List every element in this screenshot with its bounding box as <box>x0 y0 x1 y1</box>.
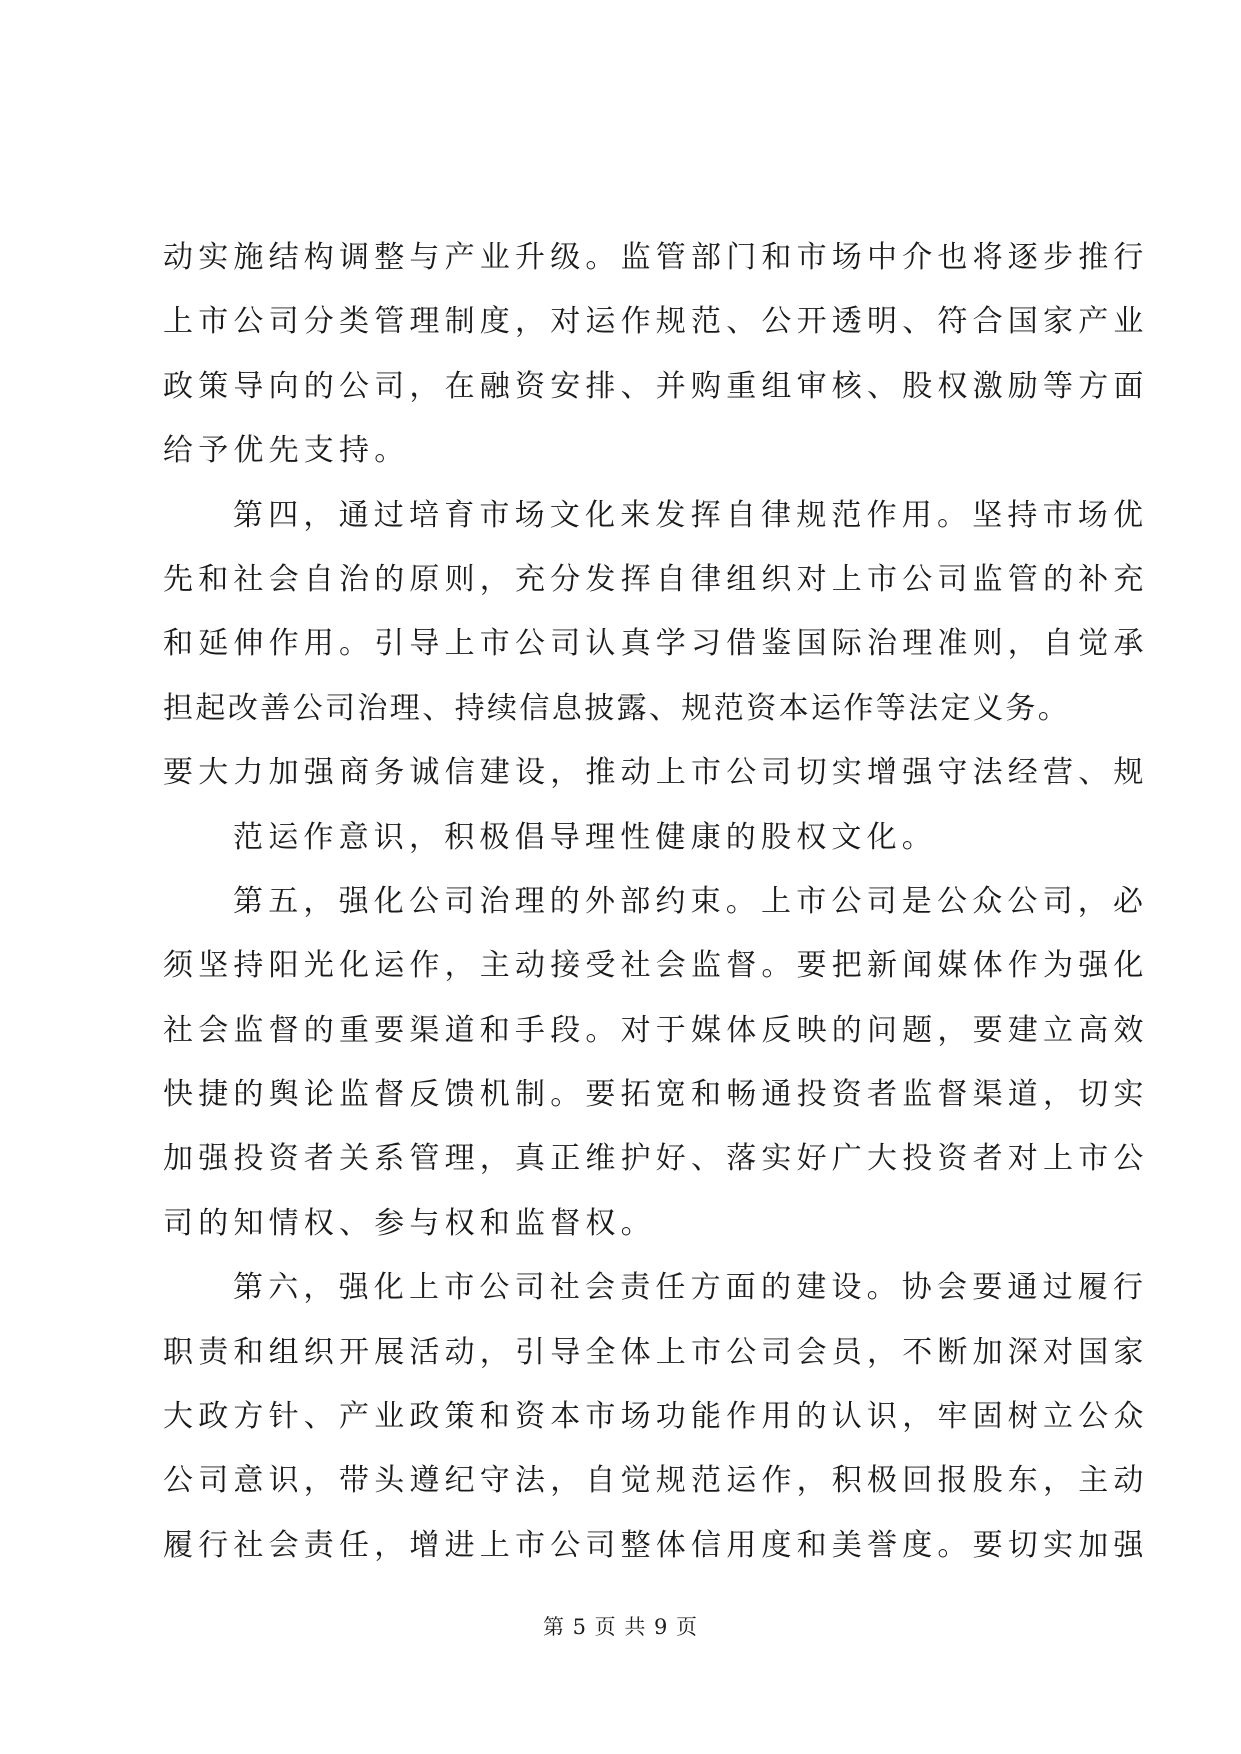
text-line: 和延伸作用。引导上市公司认真学习借鉴国际治理准则，自觉承 <box>163 626 1149 662</box>
text-line: 大政方针、产业政策和资本市场功能作用的认识，牢固树立公众 <box>163 1399 1149 1435</box>
text-line: 履行社会责任，增进上市公司整体信用度和美誉度。要切实加强 <box>163 1527 1149 1563</box>
text-line: 公司意识，带头遵纪守法，自觉规范运作，积极回报股东，主动 <box>163 1463 1149 1499</box>
text-line: 快捷的舆论监督反馈机制。要拓宽和畅通投资者监督渠道，切实 <box>163 1077 1149 1113</box>
text-line: 上市公司分类管理制度，对运作规范、公开透明、符合国家产业 <box>163 304 1149 340</box>
text-line: 须坚持阳光化运作，主动接受社会监督。要把新闻媒体作为强化 <box>163 948 1149 984</box>
text-line: 司的知情权、参与权和监督权。 <box>163 1205 656 1241</box>
text-line: 要大力加强商务诚信建设，推动上市公司切实增强守法经营、规 <box>163 755 1149 791</box>
text-line: 社会监督的重要渠道和手段。对于媒体反映的问题，要建立高效 <box>163 1012 1149 1048</box>
paragraph-start-line: 第五，强化公司治理的外部约束。上市公司是公众公司，必 <box>233 883 1149 919</box>
page-number-footer: 第 5 页 共 9 页 <box>542 1615 699 1639</box>
text-line: 给予优先支持。 <box>163 433 410 469</box>
text-line: 动实施结构调整与产业升级。监管部门和市场中介也将逐步推行 <box>163 240 1149 275</box>
text-line: 范运作意识，积极倡导理性健康的股权文化。 <box>233 819 937 855</box>
paragraph-start-line: 第四，通过培育市场文化来发挥自律规范作用。坚持市场优 <box>233 497 1149 533</box>
text-line: 先和社会自治的原则，充分发挥自律组织对上市公司监管的补充 <box>163 561 1149 597</box>
document-body <box>163 226 1149 1578</box>
text-line: 职责和组织开展活动，引导全体上市公司会员，不断加深对国家 <box>163 1334 1149 1370</box>
text-line: 政策导向的公司，在融资安排、并购重组审核、股权激励等方面 <box>163 368 1149 404</box>
paragraph-start-line: 第六，强化上市公司社会责任方面的建设。协会要通过履行 <box>233 1270 1149 1306</box>
text-line: 担起改善公司治理、持续信息披露、规范资本运作等法定义务。 <box>163 690 1071 726</box>
text-line: 加强投资者关系管理，真正维护好、落实好广大投资者对上市公 <box>163 1141 1149 1177</box>
